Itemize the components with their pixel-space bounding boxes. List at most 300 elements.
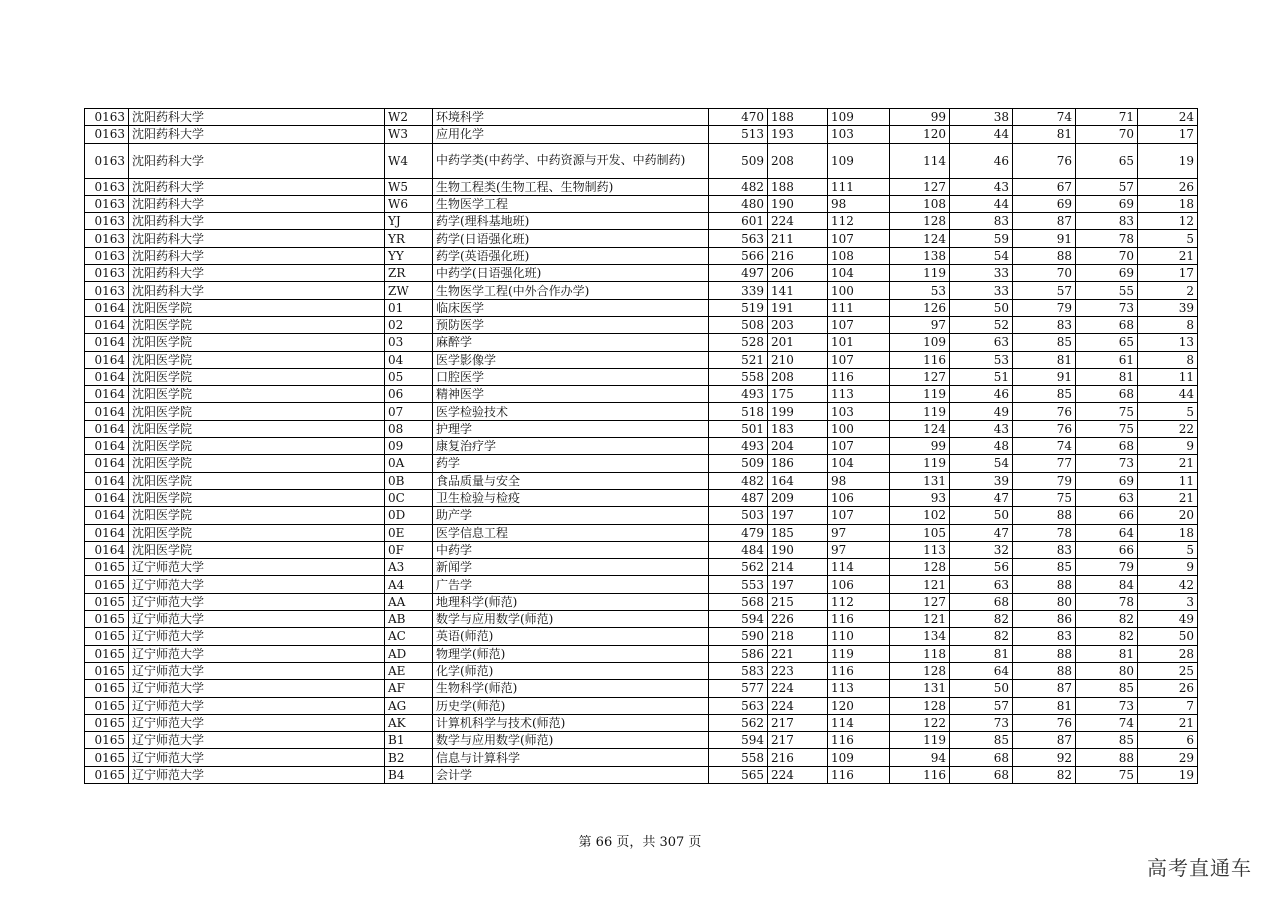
cell-score-1: 203 bbox=[768, 316, 828, 333]
cell-major-code: YR bbox=[385, 230, 433, 247]
cell-score-7: 8 bbox=[1138, 351, 1198, 368]
cell-school-name: 沈阳药科大学 bbox=[129, 143, 385, 178]
cell-school-name: 沈阳药科大学 bbox=[129, 178, 385, 195]
cell-major-name: 临床医学 bbox=[433, 299, 709, 316]
cell-score-7: 50 bbox=[1138, 628, 1198, 645]
cell-score-3: 121 bbox=[890, 576, 950, 593]
cell-score-4: 46 bbox=[950, 386, 1013, 403]
cell-major-name: 麻醉学 bbox=[433, 334, 709, 351]
cell-score-7: 21 bbox=[1138, 489, 1198, 506]
cell-school-name: 沈阳医学院 bbox=[129, 299, 385, 316]
cell-major-name: 卫生检验与检疫 bbox=[433, 489, 709, 506]
cell-school-name: 沈阳医学院 bbox=[129, 507, 385, 524]
cell-school-code: 0165 bbox=[85, 714, 129, 731]
cell-major-name: 医学影像学 bbox=[433, 351, 709, 368]
cell-score-1: 224 bbox=[768, 680, 828, 697]
cell-score-1: 218 bbox=[768, 628, 828, 645]
table-row bbox=[85, 766, 1198, 783]
cell-score-6: 66 bbox=[1076, 507, 1138, 524]
cell-score-2: 106 bbox=[828, 576, 890, 593]
cell-major-name: 数学与应用数学(师范) bbox=[433, 611, 709, 628]
cell-score-1: 210 bbox=[768, 351, 828, 368]
cell-major-code: ZW bbox=[385, 282, 433, 299]
cell-score-1: 214 bbox=[768, 559, 828, 576]
table-row bbox=[85, 697, 1198, 714]
cell-score-4: 81 bbox=[950, 645, 1013, 662]
cell-score-5: 91 bbox=[1013, 230, 1076, 247]
cell-score-4: 68 bbox=[950, 749, 1013, 766]
cell-score-6: 81 bbox=[1076, 368, 1138, 385]
table-row bbox=[85, 247, 1198, 264]
cell-school-name: 沈阳医学院 bbox=[129, 524, 385, 541]
cell-major-name: 会计学 bbox=[433, 766, 709, 783]
cell-score-2: 116 bbox=[828, 732, 890, 749]
cell-school-name: 沈阳药科大学 bbox=[129, 213, 385, 230]
cell-major-code: W4 bbox=[385, 143, 433, 178]
cell-score-7: 19 bbox=[1138, 766, 1198, 783]
cell-school-name: 辽宁师范大学 bbox=[129, 732, 385, 749]
cell-major-code: W2 bbox=[385, 109, 433, 126]
watermark-logo: 高考直通车 bbox=[1147, 856, 1252, 880]
cell-major-code: W5 bbox=[385, 178, 433, 195]
cell-score-5: 82 bbox=[1013, 766, 1076, 783]
cell-score-total: 482 bbox=[709, 178, 768, 195]
cell-score-1: 217 bbox=[768, 714, 828, 731]
cell-score-3: 119 bbox=[890, 455, 950, 472]
cell-score-7: 26 bbox=[1138, 178, 1198, 195]
table-row bbox=[85, 195, 1198, 212]
cell-school-name: 辽宁师范大学 bbox=[129, 680, 385, 697]
cell-school-name: 沈阳医学院 bbox=[129, 403, 385, 420]
cell-score-2: 120 bbox=[828, 697, 890, 714]
table-row bbox=[85, 334, 1198, 351]
cell-major-code: AB bbox=[385, 611, 433, 628]
cell-score-total: 562 bbox=[709, 559, 768, 576]
cell-major-code: B1 bbox=[385, 732, 433, 749]
cell-score-1: 141 bbox=[768, 282, 828, 299]
cell-school-name: 沈阳药科大学 bbox=[129, 265, 385, 282]
cell-score-2: 100 bbox=[828, 420, 890, 437]
cell-score-7: 24 bbox=[1138, 109, 1198, 126]
table-row bbox=[85, 749, 1198, 766]
cell-score-2: 109 bbox=[828, 109, 890, 126]
cell-score-1: 188 bbox=[768, 178, 828, 195]
cell-major-code: 0D bbox=[385, 507, 433, 524]
cell-school-name: 沈阳医学院 bbox=[129, 316, 385, 333]
cell-score-total: 594 bbox=[709, 732, 768, 749]
table-row bbox=[85, 593, 1198, 610]
cell-score-5: 57 bbox=[1013, 282, 1076, 299]
table-row bbox=[85, 143, 1198, 178]
cell-score-total: 493 bbox=[709, 386, 768, 403]
cell-score-total: 508 bbox=[709, 316, 768, 333]
cell-score-3: 127 bbox=[890, 178, 950, 195]
cell-score-7: 39 bbox=[1138, 299, 1198, 316]
cell-score-6: 68 bbox=[1076, 438, 1138, 455]
cell-score-5: 88 bbox=[1013, 645, 1076, 662]
cell-major-name: 信息与计算科学 bbox=[433, 749, 709, 766]
cell-major-code: AA bbox=[385, 593, 433, 610]
cell-major-name: 医学信息工程 bbox=[433, 524, 709, 541]
cell-score-4: 63 bbox=[950, 334, 1013, 351]
table-row bbox=[85, 126, 1198, 143]
cell-score-3: 118 bbox=[890, 645, 950, 662]
cell-school-code: 0165 bbox=[85, 645, 129, 662]
cell-score-2: 97 bbox=[828, 524, 890, 541]
cell-score-5: 70 bbox=[1013, 265, 1076, 282]
cell-major-name: 中药学(日语强化班) bbox=[433, 265, 709, 282]
cell-score-1: 226 bbox=[768, 611, 828, 628]
cell-score-2: 109 bbox=[828, 143, 890, 178]
cell-major-code: 02 bbox=[385, 316, 433, 333]
cell-score-3: 94 bbox=[890, 749, 950, 766]
cell-school-code: 0163 bbox=[85, 213, 129, 230]
cell-score-5: 88 bbox=[1013, 576, 1076, 593]
cell-score-7: 42 bbox=[1138, 576, 1198, 593]
cell-score-total: 583 bbox=[709, 662, 768, 679]
cell-score-7: 17 bbox=[1138, 265, 1198, 282]
cell-major-code: YJ bbox=[385, 213, 433, 230]
cell-school-code: 0163 bbox=[85, 195, 129, 212]
cell-score-7: 3 bbox=[1138, 593, 1198, 610]
cell-score-1: 199 bbox=[768, 403, 828, 420]
cell-score-5: 76 bbox=[1013, 403, 1076, 420]
cell-major-name: 生物医学工程 bbox=[433, 195, 709, 212]
cell-school-code: 0164 bbox=[85, 455, 129, 472]
cell-school-name: 辽宁师范大学 bbox=[129, 576, 385, 593]
cell-score-1: 217 bbox=[768, 732, 828, 749]
cell-score-5: 67 bbox=[1013, 178, 1076, 195]
cell-major-name: 助产学 bbox=[433, 507, 709, 524]
cell-score-5: 87 bbox=[1013, 732, 1076, 749]
cell-school-code: 0165 bbox=[85, 611, 129, 628]
cell-major-code: 0C bbox=[385, 489, 433, 506]
cell-school-code: 0163 bbox=[85, 265, 129, 282]
cell-major-name: 医学检验技术 bbox=[433, 403, 709, 420]
cell-school-code: 0165 bbox=[85, 593, 129, 610]
cell-score-5: 88 bbox=[1013, 662, 1076, 679]
cell-score-total: 558 bbox=[709, 368, 768, 385]
cell-score-2: 107 bbox=[828, 230, 890, 247]
cell-score-3: 119 bbox=[890, 403, 950, 420]
cell-score-2: 107 bbox=[828, 351, 890, 368]
cell-score-total: 577 bbox=[709, 680, 768, 697]
cell-score-7: 20 bbox=[1138, 507, 1198, 524]
cell-score-1: 183 bbox=[768, 420, 828, 437]
table-row bbox=[85, 438, 1198, 455]
cell-score-6: 79 bbox=[1076, 559, 1138, 576]
table-row bbox=[85, 576, 1198, 593]
cell-score-1: 224 bbox=[768, 766, 828, 783]
cell-school-name: 沈阳医学院 bbox=[129, 368, 385, 385]
cell-major-name: 生物科学(师范) bbox=[433, 680, 709, 697]
cell-school-name: 沈阳药科大学 bbox=[129, 109, 385, 126]
cell-score-2: 103 bbox=[828, 403, 890, 420]
cell-score-4: 49 bbox=[950, 403, 1013, 420]
table-row bbox=[85, 230, 1198, 247]
cell-score-total: 479 bbox=[709, 524, 768, 541]
cell-school-code: 0165 bbox=[85, 680, 129, 697]
cell-score-6: 57 bbox=[1076, 178, 1138, 195]
cell-major-code: AC bbox=[385, 628, 433, 645]
cell-score-2: 98 bbox=[828, 195, 890, 212]
cell-score-6: 65 bbox=[1076, 143, 1138, 178]
cell-score-7: 22 bbox=[1138, 420, 1198, 437]
cell-major-code: A4 bbox=[385, 576, 433, 593]
cell-score-3: 128 bbox=[890, 213, 950, 230]
cell-score-6: 71 bbox=[1076, 109, 1138, 126]
cell-major-code: 08 bbox=[385, 420, 433, 437]
cell-score-3: 119 bbox=[890, 265, 950, 282]
cell-score-5: 91 bbox=[1013, 368, 1076, 385]
cell-major-code: AG bbox=[385, 697, 433, 714]
cell-score-6: 83 bbox=[1076, 213, 1138, 230]
cell-score-5: 81 bbox=[1013, 126, 1076, 143]
table-row bbox=[85, 316, 1198, 333]
cell-score-3: 128 bbox=[890, 662, 950, 679]
cell-score-5: 74 bbox=[1013, 109, 1076, 126]
cell-score-4: 48 bbox=[950, 438, 1013, 455]
cell-major-code: 03 bbox=[385, 334, 433, 351]
cell-score-total: 519 bbox=[709, 299, 768, 316]
cell-score-7: 13 bbox=[1138, 334, 1198, 351]
cell-score-6: 85 bbox=[1076, 732, 1138, 749]
cell-score-2: 111 bbox=[828, 178, 890, 195]
cell-score-7: 19 bbox=[1138, 143, 1198, 178]
cell-score-1: 201 bbox=[768, 334, 828, 351]
cell-score-6: 61 bbox=[1076, 351, 1138, 368]
cell-score-2: 116 bbox=[828, 611, 890, 628]
cell-score-4: 33 bbox=[950, 282, 1013, 299]
cell-score-2: 114 bbox=[828, 559, 890, 576]
cell-major-code: 09 bbox=[385, 438, 433, 455]
cell-score-4: 47 bbox=[950, 524, 1013, 541]
cell-score-2: 113 bbox=[828, 680, 890, 697]
cell-score-7: 12 bbox=[1138, 213, 1198, 230]
score-table bbox=[84, 108, 1198, 784]
cell-score-3: 124 bbox=[890, 230, 950, 247]
cell-score-total: 480 bbox=[709, 195, 768, 212]
cell-score-3: 119 bbox=[890, 732, 950, 749]
cell-school-name: 辽宁师范大学 bbox=[129, 714, 385, 731]
cell-score-7: 49 bbox=[1138, 611, 1198, 628]
cell-score-total: 509 bbox=[709, 455, 768, 472]
cell-score-1: 211 bbox=[768, 230, 828, 247]
cell-score-6: 75 bbox=[1076, 403, 1138, 420]
cell-score-4: 32 bbox=[950, 541, 1013, 558]
cell-score-4: 50 bbox=[950, 680, 1013, 697]
cell-score-2: 107 bbox=[828, 438, 890, 455]
cell-major-name: 生物工程类(生物工程、生物制药) bbox=[433, 178, 709, 195]
cell-school-name: 沈阳医学院 bbox=[129, 541, 385, 558]
cell-major-code: 0E bbox=[385, 524, 433, 541]
cell-score-4: 83 bbox=[950, 213, 1013, 230]
cell-score-7: 5 bbox=[1138, 230, 1198, 247]
cell-score-7: 6 bbox=[1138, 732, 1198, 749]
cell-school-name: 沈阳药科大学 bbox=[129, 282, 385, 299]
cell-score-2: 108 bbox=[828, 247, 890, 264]
cell-score-1: 224 bbox=[768, 213, 828, 230]
cell-score-4: 64 bbox=[950, 662, 1013, 679]
cell-score-2: 116 bbox=[828, 766, 890, 783]
cell-major-name: 数学与应用数学(师范) bbox=[433, 732, 709, 749]
cell-school-code: 0163 bbox=[85, 143, 129, 178]
cell-major-name: 中药学类(中药学、中药资源与开发、中药制药) bbox=[433, 143, 709, 178]
cell-score-2: 104 bbox=[828, 265, 890, 282]
cell-score-1: 215 bbox=[768, 593, 828, 610]
cell-school-code: 0165 bbox=[85, 662, 129, 679]
cell-major-name: 地理科学(师范) bbox=[433, 593, 709, 610]
table-row bbox=[85, 662, 1198, 679]
cell-school-code: 0164 bbox=[85, 386, 129, 403]
cell-score-6: 66 bbox=[1076, 541, 1138, 558]
cell-score-6: 69 bbox=[1076, 472, 1138, 489]
cell-score-4: 56 bbox=[950, 559, 1013, 576]
cell-score-3: 128 bbox=[890, 559, 950, 576]
cell-score-4: 57 bbox=[950, 697, 1013, 714]
cell-score-6: 69 bbox=[1076, 195, 1138, 212]
cell-score-2: 104 bbox=[828, 455, 890, 472]
cell-score-1: 208 bbox=[768, 368, 828, 385]
cell-score-4: 73 bbox=[950, 714, 1013, 731]
cell-score-2: 98 bbox=[828, 472, 890, 489]
cell-score-3: 127 bbox=[890, 593, 950, 610]
cell-score-7: 26 bbox=[1138, 680, 1198, 697]
cell-score-2: 116 bbox=[828, 368, 890, 385]
cell-score-4: 51 bbox=[950, 368, 1013, 385]
cell-school-code: 0164 bbox=[85, 541, 129, 558]
cell-score-3: 138 bbox=[890, 247, 950, 264]
cell-score-1: 197 bbox=[768, 507, 828, 524]
cell-score-5: 74 bbox=[1013, 438, 1076, 455]
cell-major-code: YY bbox=[385, 247, 433, 264]
cell-score-4: 39 bbox=[950, 472, 1013, 489]
cell-score-7: 18 bbox=[1138, 524, 1198, 541]
cell-score-1: 206 bbox=[768, 265, 828, 282]
cell-score-6: 81 bbox=[1076, 645, 1138, 662]
cell-score-2: 107 bbox=[828, 316, 890, 333]
cell-score-5: 83 bbox=[1013, 628, 1076, 645]
cell-score-total: 565 bbox=[709, 766, 768, 783]
cell-school-name: 沈阳药科大学 bbox=[129, 195, 385, 212]
cell-score-2: 116 bbox=[828, 662, 890, 679]
cell-score-5: 81 bbox=[1013, 351, 1076, 368]
cell-score-7: 18 bbox=[1138, 195, 1198, 212]
cell-score-2: 101 bbox=[828, 334, 890, 351]
cell-score-total: 558 bbox=[709, 749, 768, 766]
cell-score-total: 509 bbox=[709, 143, 768, 178]
cell-score-7: 8 bbox=[1138, 316, 1198, 333]
cell-score-total: 601 bbox=[709, 213, 768, 230]
cell-school-name: 沈阳医学院 bbox=[129, 386, 385, 403]
cell-score-2: 97 bbox=[828, 541, 890, 558]
cell-school-code: 0164 bbox=[85, 334, 129, 351]
cell-score-6: 82 bbox=[1076, 628, 1138, 645]
cell-score-5: 85 bbox=[1013, 334, 1076, 351]
cell-score-2: 109 bbox=[828, 749, 890, 766]
cell-score-2: 112 bbox=[828, 593, 890, 610]
cell-score-total: 470 bbox=[709, 109, 768, 126]
cell-score-4: 82 bbox=[950, 611, 1013, 628]
cell-score-1: 175 bbox=[768, 386, 828, 403]
cell-school-code: 0165 bbox=[85, 559, 129, 576]
cell-major-name: 化学(师范) bbox=[433, 662, 709, 679]
cell-score-5: 85 bbox=[1013, 386, 1076, 403]
cell-score-5: 88 bbox=[1013, 247, 1076, 264]
cell-score-4: 54 bbox=[950, 247, 1013, 264]
cell-score-7: 2 bbox=[1138, 282, 1198, 299]
cell-score-2: 111 bbox=[828, 299, 890, 316]
cell-score-total: 553 bbox=[709, 576, 768, 593]
cell-score-4: 33 bbox=[950, 265, 1013, 282]
cell-score-total: 590 bbox=[709, 628, 768, 645]
cell-score-1: 190 bbox=[768, 541, 828, 558]
cell-score-5: 76 bbox=[1013, 420, 1076, 437]
cell-score-3: 128 bbox=[890, 697, 950, 714]
cell-major-name: 计算机科学与技术(师范) bbox=[433, 714, 709, 731]
table-row bbox=[85, 489, 1198, 506]
cell-score-7: 9 bbox=[1138, 438, 1198, 455]
cell-score-total: 513 bbox=[709, 126, 768, 143]
cell-score-7: 21 bbox=[1138, 714, 1198, 731]
cell-score-1: 208 bbox=[768, 143, 828, 178]
table-row bbox=[85, 109, 1198, 126]
cell-score-4: 85 bbox=[950, 732, 1013, 749]
cell-score-5: 79 bbox=[1013, 299, 1076, 316]
cell-score-total: 563 bbox=[709, 230, 768, 247]
cell-major-code: 04 bbox=[385, 351, 433, 368]
cell-score-5: 75 bbox=[1013, 489, 1076, 506]
cell-score-6: 70 bbox=[1076, 126, 1138, 143]
cell-score-total: 339 bbox=[709, 282, 768, 299]
cell-major-name: 环境科学 bbox=[433, 109, 709, 126]
cell-major-name: 应用化学 bbox=[433, 126, 709, 143]
cell-score-5: 76 bbox=[1013, 143, 1076, 178]
cell-score-total: 521 bbox=[709, 351, 768, 368]
cell-score-5: 69 bbox=[1013, 195, 1076, 212]
cell-score-5: 92 bbox=[1013, 749, 1076, 766]
cell-score-6: 55 bbox=[1076, 282, 1138, 299]
cell-school-name: 沈阳医学院 bbox=[129, 351, 385, 368]
table-row bbox=[85, 403, 1198, 420]
cell-score-total: 484 bbox=[709, 541, 768, 558]
cell-score-1: 216 bbox=[768, 247, 828, 264]
cell-score-6: 84 bbox=[1076, 576, 1138, 593]
cell-school-code: 0165 bbox=[85, 766, 129, 783]
cell-score-6: 73 bbox=[1076, 697, 1138, 714]
table-row bbox=[85, 472, 1198, 489]
cell-score-3: 120 bbox=[890, 126, 950, 143]
cell-score-total: 487 bbox=[709, 489, 768, 506]
cell-score-3: 99 bbox=[890, 438, 950, 455]
cell-score-4: 43 bbox=[950, 420, 1013, 437]
cell-major-code: 07 bbox=[385, 403, 433, 420]
table-row bbox=[85, 178, 1198, 195]
cell-score-4: 38 bbox=[950, 109, 1013, 126]
cell-score-7: 11 bbox=[1138, 472, 1198, 489]
cell-score-2: 114 bbox=[828, 714, 890, 731]
cell-score-total: 518 bbox=[709, 403, 768, 420]
cell-major-name: 精神医学 bbox=[433, 386, 709, 403]
cell-major-name: 生物医学工程(中外合作办学) bbox=[433, 282, 709, 299]
cell-score-3: 116 bbox=[890, 351, 950, 368]
cell-score-6: 88 bbox=[1076, 749, 1138, 766]
cell-school-name: 辽宁师范大学 bbox=[129, 593, 385, 610]
cell-score-5: 80 bbox=[1013, 593, 1076, 610]
cell-score-5: 88 bbox=[1013, 507, 1076, 524]
cell-major-code: W6 bbox=[385, 195, 433, 212]
cell-score-4: 44 bbox=[950, 195, 1013, 212]
